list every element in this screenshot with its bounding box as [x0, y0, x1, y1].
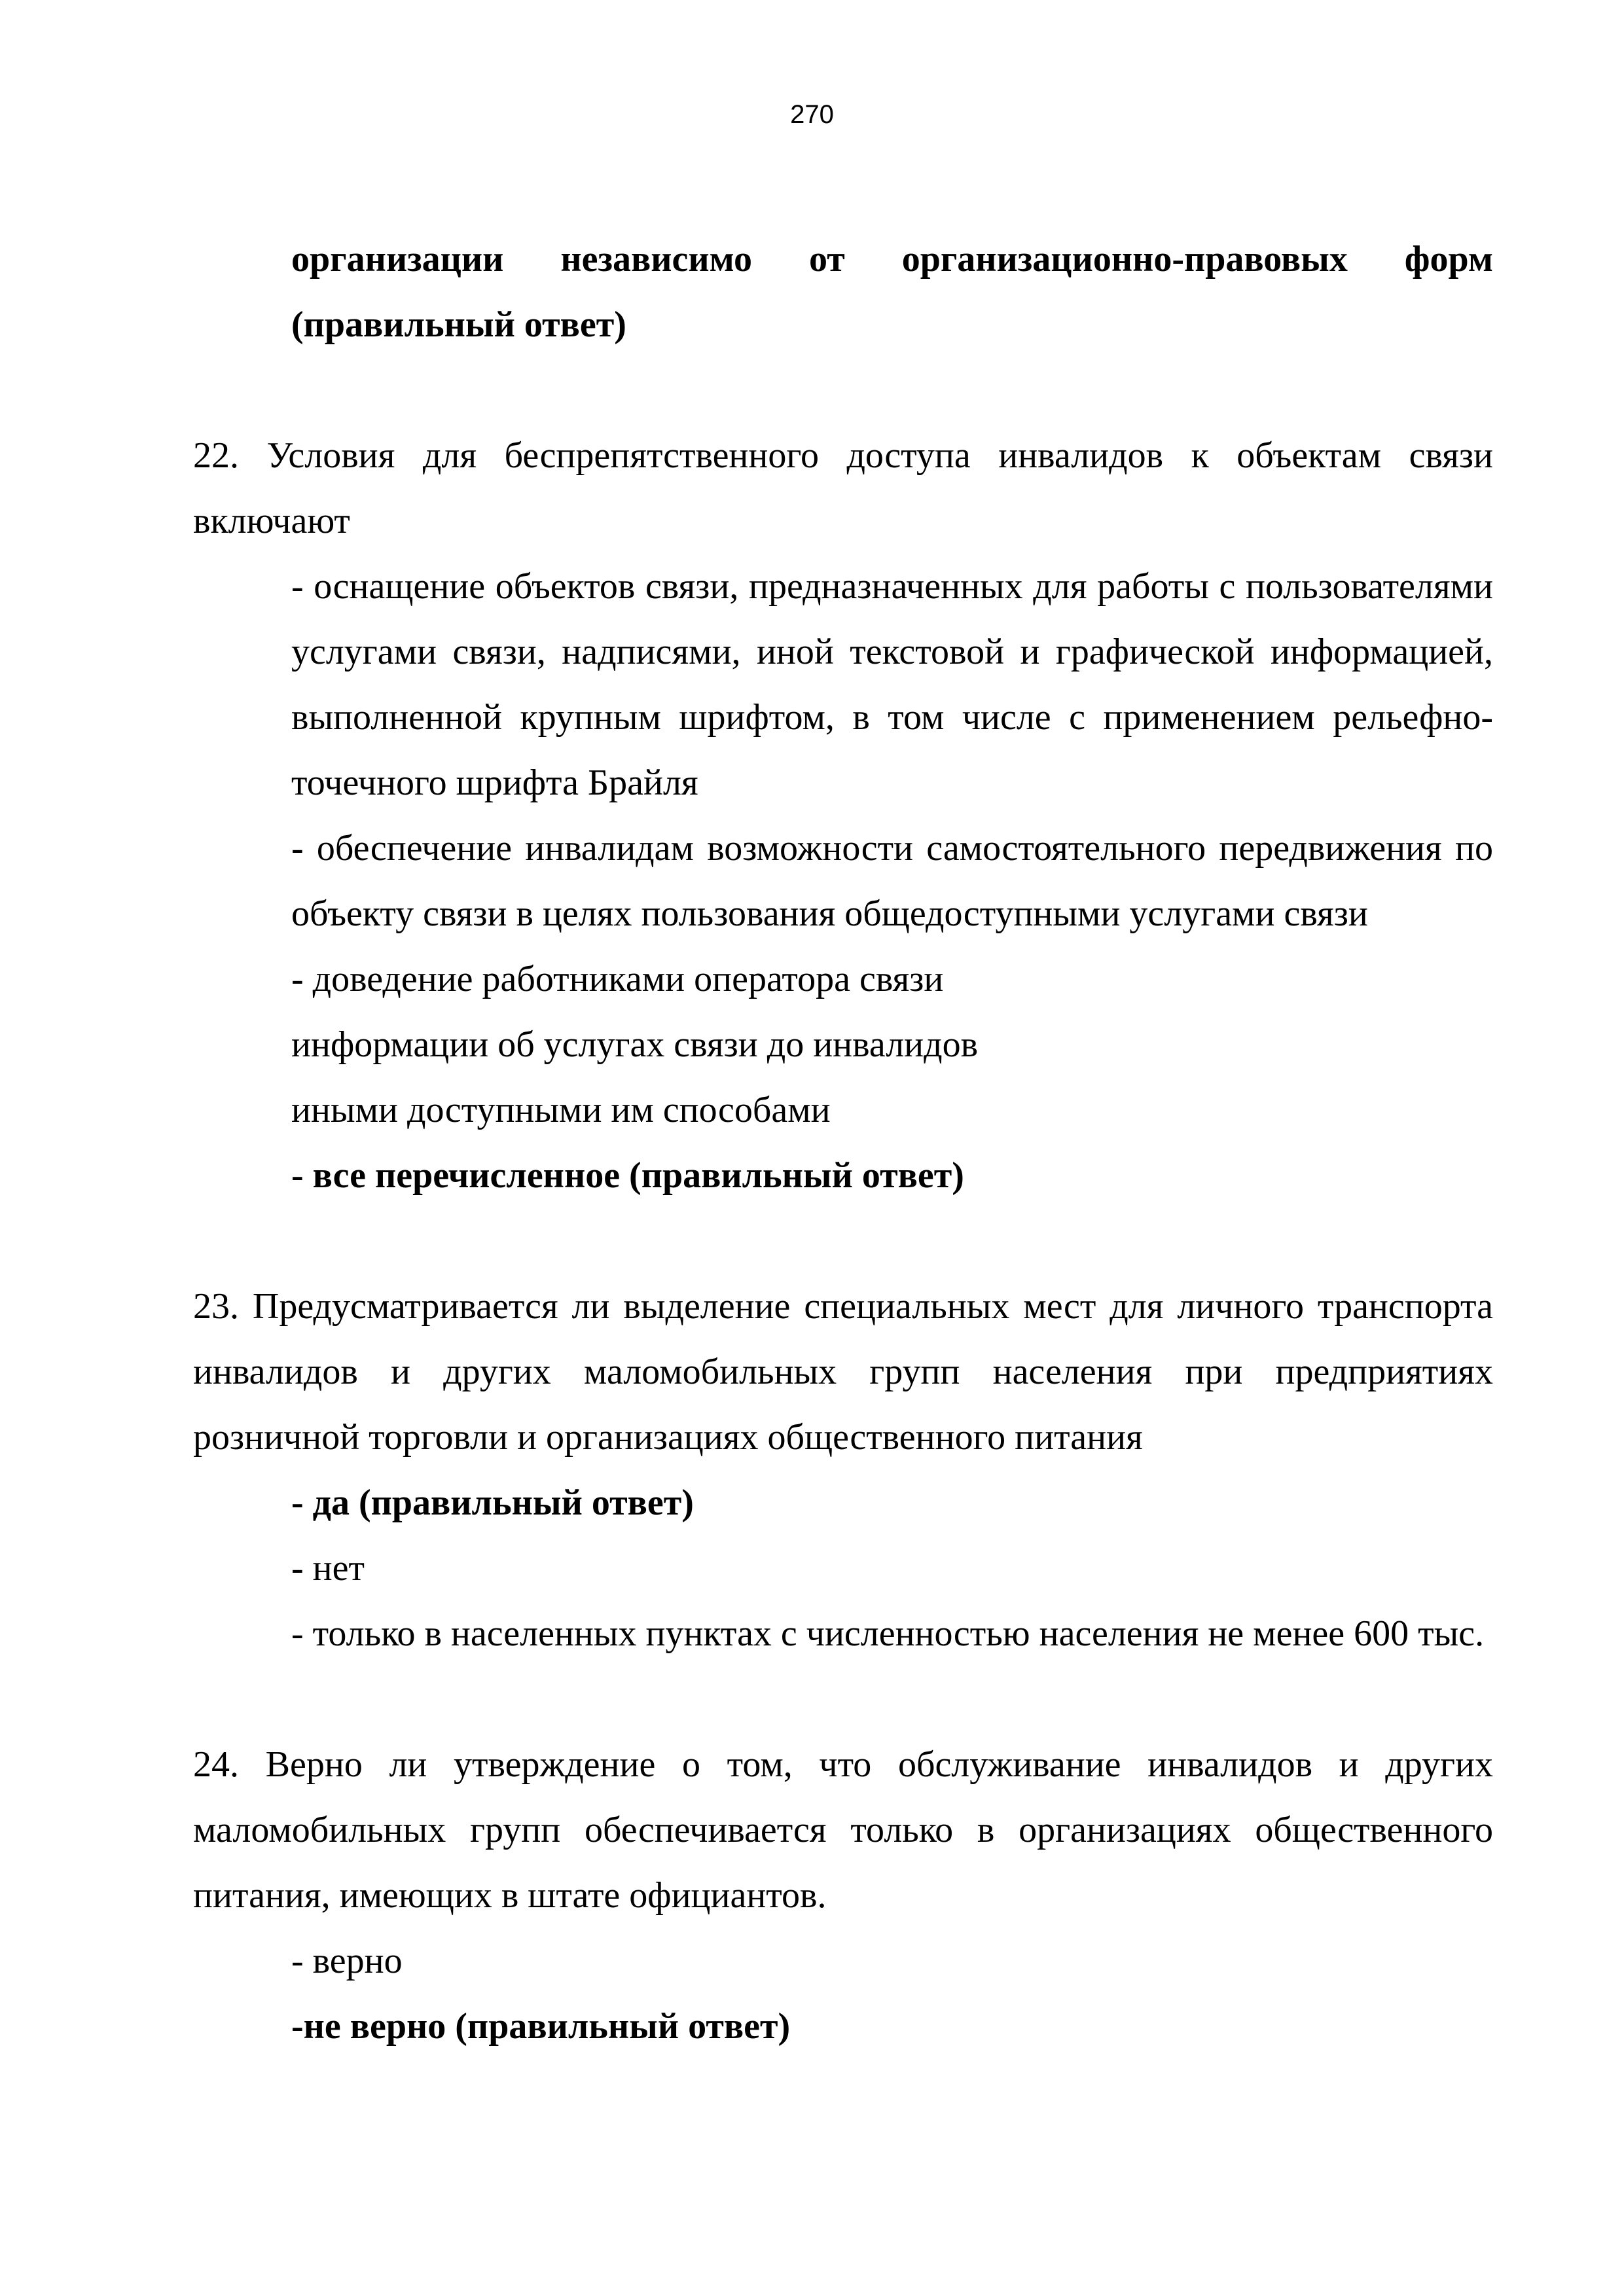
spacer — [193, 1208, 1493, 1274]
question-text: 24. Верно ли утверждение о том, что обслуживание инвалидов и других маломобильных групп обеспечивается только в организациях общественного питания, имеющих в штате официантов. — [193, 1744, 1493, 1916]
answer-option: - оснащение объектов связи, предназначенных для работы с пользователями услугами связи, надписями, иной текстовой и графической информацией, выполненной крупным шрифтом, в том числе с применением рельефно-точечного шрифта Брайля — [291, 566, 1493, 803]
question-23 — [193, 1274, 1493, 1666]
answer-option: - только в населенных пунктах с численностью населения не менее 600 тыс. — [291, 1613, 1485, 1654]
answer-option: - нет — [291, 1548, 365, 1588]
spacer — [193, 357, 1493, 423]
correct-answer-option: - да (правильный ответ) — [291, 1482, 694, 1523]
correct-answer-option: -не верно (правильный ответ) — [291, 2006, 791, 2047]
correct-answer-option: - все перечисленное (правильный ответ) — [291, 1155, 964, 1196]
answer-option: - обеспечение инвалидам возможности самостоятельного передвижения по объекту связи в целях пользования общедоступными услугами связи — [291, 828, 1493, 934]
question-text: 22. Условия для беспрепятственного доступа инвалидов к объектам связи включают — [193, 435, 1493, 541]
question-text: 23. Предусматривается ли выделение специальных мест для личного транспорта инвалидов и других маломобильных групп населения при предприятиях розничной торговли и организациях общественного питания — [193, 1286, 1493, 1458]
answer-option: - доведение работниками оператора связи информации об услугах связи до инвалидов иными доступными им способами — [291, 959, 979, 1130]
question-24 — [193, 1732, 1493, 2059]
page-number: 270 — [790, 100, 834, 129]
document-body — [193, 226, 1493, 2059]
question-22 — [193, 423, 1493, 1208]
answer-option: - верно — [291, 1941, 403, 1981]
continued-correct-answer: организации независимо от организационно-правовых форм (правильный ответ) — [291, 239, 1493, 345]
spacer — [193, 1666, 1493, 1732]
